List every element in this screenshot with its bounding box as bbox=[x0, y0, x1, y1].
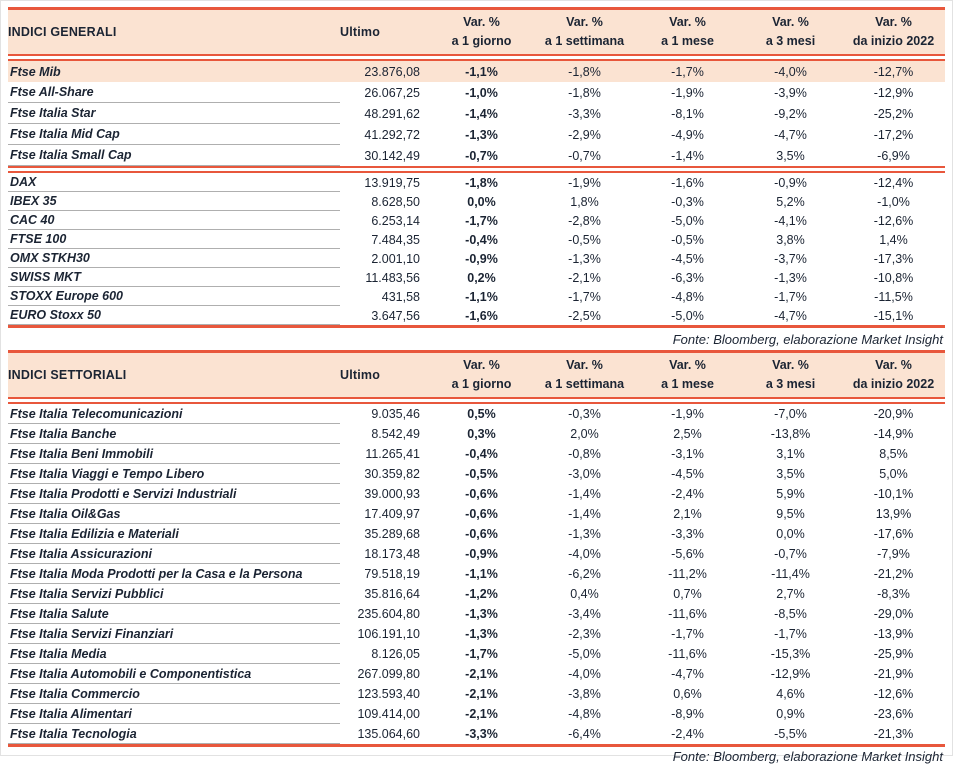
var-value: -3,7% bbox=[774, 251, 807, 266]
var-value: 1,4% bbox=[879, 232, 908, 247]
ultimo-value: 6.253,14 bbox=[371, 213, 420, 228]
var-value: 0,7% bbox=[673, 587, 702, 601]
var-value: -5,0% bbox=[568, 647, 601, 661]
var-col-header bbox=[430, 13, 533, 51]
general-indices-table bbox=[8, 7, 945, 328]
var-col-header bbox=[842, 356, 945, 394]
var-value: -5,0% bbox=[671, 213, 704, 228]
var-value: -0,9% bbox=[465, 547, 498, 561]
index-name: Ftse Italia Servizi Finanziari bbox=[8, 624, 340, 644]
var-value: -10,8% bbox=[873, 270, 914, 285]
var-value: -0,4% bbox=[465, 232, 498, 247]
var-value: 13,9% bbox=[875, 507, 912, 521]
index-name: Ftse All-Share bbox=[8, 82, 340, 103]
var-value: -1,4% bbox=[568, 507, 601, 521]
ultimo-value: 135.064,60 bbox=[357, 727, 420, 741]
var-value: -3,9% bbox=[774, 85, 807, 100]
index-name: Ftse Italia Salute bbox=[8, 604, 340, 624]
var-value: -0,5% bbox=[671, 232, 704, 247]
var-value: -0,7% bbox=[465, 148, 498, 163]
var-col-header-line1: Var. % bbox=[463, 358, 500, 372]
var-value: 3,5% bbox=[776, 467, 805, 481]
var-value: -5,0% bbox=[671, 308, 704, 323]
var-value: -21,3% bbox=[873, 727, 914, 741]
var-value: -7,0% bbox=[774, 407, 807, 421]
ultimo-value: 8.542,49 bbox=[371, 427, 420, 441]
ultimo-value: 235.604,80 bbox=[357, 607, 420, 621]
index-name: Ftse Italia Banche bbox=[8, 424, 340, 444]
var-value: -1,3% bbox=[465, 607, 498, 621]
index-name: CAC 40 bbox=[8, 211, 340, 230]
index-name: SWISS MKT bbox=[8, 268, 340, 287]
var-value: -1,3% bbox=[568, 527, 601, 541]
header-separator-rule bbox=[8, 54, 945, 61]
index-row bbox=[8, 484, 945, 504]
var-value: -1,2% bbox=[465, 587, 498, 601]
index-row bbox=[8, 504, 945, 524]
var-col-header-line1: Var. % bbox=[875, 15, 912, 29]
index-name: Ftse Italia Commercio bbox=[8, 684, 340, 704]
var-value: -1,9% bbox=[671, 407, 704, 421]
var-value: 5,0% bbox=[879, 467, 908, 481]
var-value: -4,7% bbox=[774, 127, 807, 142]
ultimo-value: 18.173,48 bbox=[364, 547, 420, 561]
var-value: -3,3% bbox=[568, 106, 601, 121]
var-col-header-line1: Var. % bbox=[772, 15, 809, 29]
var-col-header-line2: a 1 mese bbox=[661, 377, 714, 391]
var-value: -11,2% bbox=[668, 567, 707, 581]
var-value: -6,9% bbox=[877, 148, 910, 163]
var-col-header-line1: Var. % bbox=[875, 358, 912, 372]
var-value: -1,7% bbox=[568, 289, 601, 304]
var-value: -4,1% bbox=[774, 213, 807, 228]
var-value: -1,4% bbox=[465, 106, 498, 121]
var-value: -13,9% bbox=[873, 627, 914, 641]
var-value: 3,1% bbox=[776, 447, 805, 461]
index-name: Ftse Italia Star bbox=[8, 103, 340, 124]
var-col-header-line2: a 1 settimana bbox=[544, 34, 625, 48]
var-value: -13,8% bbox=[770, 427, 811, 441]
index-name: Ftse Italia Automobili e Componentistica bbox=[8, 664, 340, 684]
var-value: -0,4% bbox=[465, 447, 498, 461]
var-value: -15,1% bbox=[873, 308, 914, 323]
index-row bbox=[8, 173, 945, 192]
var-col-header-line2: da inizio 2022 bbox=[852, 34, 935, 48]
ultimo-value: 9.035,46 bbox=[371, 407, 420, 421]
var-value: -1,8% bbox=[465, 175, 498, 190]
var-value: -17,6% bbox=[873, 527, 914, 541]
var-value: -0,9% bbox=[774, 175, 807, 190]
var-value: 0,4% bbox=[570, 587, 599, 601]
ultimo-value: 267.099,80 bbox=[357, 667, 420, 681]
ultimo-value: 11.483,56 bbox=[365, 270, 420, 285]
var-value: -4,5% bbox=[671, 251, 704, 266]
var-value: 2,0% bbox=[570, 427, 599, 441]
var-value: -0,3% bbox=[568, 407, 601, 421]
var-value: -0,7% bbox=[568, 148, 601, 163]
var-value: -10,1% bbox=[873, 487, 914, 501]
var-value: 8,5% bbox=[879, 447, 908, 461]
ultimo-value: 8.628,50 bbox=[371, 194, 420, 209]
var-value: -21,2% bbox=[873, 567, 914, 581]
var-value: -4,8% bbox=[568, 707, 601, 721]
col-header-ultimo: Ultimo bbox=[340, 25, 381, 39]
ultimo-value: 2.001,10 bbox=[371, 251, 420, 266]
index-name: Ftse Italia Tecnologia bbox=[8, 724, 340, 744]
index-name: Ftse Italia Servizi Pubblici bbox=[8, 584, 340, 604]
var-value: -3,8% bbox=[568, 687, 601, 701]
table-title: INDICI SETTORIALI bbox=[8, 368, 127, 382]
var-col-header-line2: a 1 settimana bbox=[544, 377, 625, 391]
var-value: -12,9% bbox=[770, 667, 811, 681]
var-value: -1,0% bbox=[465, 85, 498, 100]
var-value: -2,1% bbox=[465, 667, 498, 681]
ultimo-value: 35.289,68 bbox=[364, 527, 420, 541]
source-note: Fonte: Bloomberg, elaborazione Market Insight bbox=[672, 331, 943, 347]
var-value: -4,9% bbox=[671, 127, 704, 142]
var-value: 2,5% bbox=[673, 427, 702, 441]
header-separator-rule bbox=[8, 397, 945, 404]
index-row bbox=[8, 249, 945, 268]
var-value: 0,9% bbox=[776, 707, 805, 721]
ultimo-value: 48.291,62 bbox=[364, 106, 420, 121]
var-value: -1,7% bbox=[671, 64, 704, 79]
var-value: -1,3% bbox=[465, 627, 498, 641]
index-row bbox=[8, 404, 945, 424]
var-value: -4,7% bbox=[774, 308, 807, 323]
ultimo-value: 106.191,10 bbox=[357, 627, 420, 641]
var-value: -12,6% bbox=[873, 213, 914, 228]
var-value: -1,8% bbox=[568, 64, 601, 79]
var-value: -0,5% bbox=[568, 232, 601, 247]
var-value: 9,5% bbox=[776, 507, 805, 521]
var-col-header bbox=[739, 13, 842, 51]
var-value: -4,0% bbox=[568, 547, 601, 561]
index-name: Ftse Mib bbox=[10, 64, 61, 79]
ultimo-value: 431,58 bbox=[381, 289, 420, 304]
var-value: -23,6% bbox=[873, 707, 914, 721]
index-name: Ftse Italia Alimentari bbox=[8, 704, 340, 724]
var-col-header-line2: a 3 mesi bbox=[765, 34, 816, 48]
var-value: -1,1% bbox=[465, 64, 498, 79]
var-value: 5,9% bbox=[776, 487, 805, 501]
var-value: -20,9% bbox=[873, 407, 914, 421]
var-value: 0,2% bbox=[467, 270, 496, 285]
index-name: Ftse Italia Mid Cap bbox=[8, 124, 340, 145]
var-value: -0,9% bbox=[465, 251, 498, 266]
index-name: IBEX 35 bbox=[8, 192, 340, 211]
ultimo-value: 35.816,64 bbox=[364, 587, 420, 601]
ultimo-value: 7.484,35 bbox=[371, 232, 420, 247]
var-col-header bbox=[636, 356, 739, 394]
index-row bbox=[8, 524, 945, 544]
var-value: 0,5% bbox=[467, 407, 496, 421]
var-value: -1,7% bbox=[465, 647, 498, 661]
var-value: -2,4% bbox=[671, 487, 704, 501]
index-row bbox=[8, 145, 945, 166]
index-name: FTSE 100 bbox=[8, 230, 340, 249]
index-row bbox=[8, 684, 945, 704]
index-name: EURO Stoxx 50 bbox=[8, 306, 340, 325]
var-value: 2,1% bbox=[673, 507, 702, 521]
var-col-header-line1: Var. % bbox=[566, 358, 603, 372]
ultimo-value: 26.067,25 bbox=[364, 85, 420, 100]
var-value: -14,9% bbox=[873, 427, 914, 441]
var-value: -5,6% bbox=[671, 547, 704, 561]
index-row bbox=[8, 61, 945, 82]
index-row bbox=[8, 124, 945, 145]
var-value: -9,2% bbox=[774, 106, 807, 121]
index-name: Ftse Italia Small Cap bbox=[8, 145, 340, 166]
index-row bbox=[8, 82, 945, 103]
var-value: -1,3% bbox=[774, 270, 807, 285]
col-header-ultimo: Ultimo bbox=[340, 368, 381, 382]
table-header-row bbox=[8, 10, 945, 54]
var-value: -1,9% bbox=[568, 175, 601, 190]
ultimo-value: 30.142,49 bbox=[364, 148, 420, 163]
ultimo-value: 79.518,19 bbox=[364, 567, 420, 581]
var-value: -17,3% bbox=[873, 251, 914, 266]
var-value: 1,8% bbox=[570, 194, 599, 209]
var-value: -8,5% bbox=[774, 607, 807, 621]
var-col-header bbox=[739, 356, 842, 394]
index-row bbox=[8, 544, 945, 564]
var-value: -1,4% bbox=[568, 487, 601, 501]
var-value: -3,3% bbox=[465, 727, 498, 741]
var-value: -5,5% bbox=[774, 727, 807, 741]
var-value: -2,1% bbox=[465, 707, 498, 721]
var-value: -0,7% bbox=[774, 547, 807, 561]
var-value: -15,3% bbox=[770, 647, 811, 661]
var-col-header bbox=[533, 13, 636, 51]
ultimo-value: 13.919,75 bbox=[364, 175, 420, 190]
index-name: Ftse Italia Moda Prodotti per la Casa e la Persona bbox=[8, 564, 340, 584]
var-value: -3,4% bbox=[568, 607, 601, 621]
index-row bbox=[8, 268, 945, 287]
index-row bbox=[8, 306, 945, 325]
var-col-header-line2: a 1 mese bbox=[661, 34, 714, 48]
var-value: -4,0% bbox=[774, 64, 807, 79]
index-name: Ftse Italia Assicurazioni bbox=[8, 544, 340, 564]
index-row bbox=[8, 192, 945, 211]
var-value: 0,0% bbox=[776, 527, 805, 541]
var-value: -4,5% bbox=[671, 467, 704, 481]
var-value: -2,3% bbox=[568, 627, 601, 641]
var-value: -4,8% bbox=[671, 289, 704, 304]
var-value: -1,6% bbox=[671, 175, 704, 190]
ultimo-value: 123.593,40 bbox=[357, 687, 420, 701]
var-col-header-line2: a 1 giorno bbox=[451, 34, 512, 48]
var-value: -8,1% bbox=[671, 106, 704, 121]
var-value: -1,7% bbox=[671, 627, 704, 641]
var-value: -3,1% bbox=[671, 447, 704, 461]
var-value: 3,5% bbox=[776, 148, 805, 163]
var-value: -11,6% bbox=[668, 607, 707, 621]
var-value: -12,6% bbox=[873, 687, 914, 701]
ultimo-value: 109.414,00 bbox=[357, 707, 420, 721]
var-value: -0,6% bbox=[465, 487, 498, 501]
var-col-header-line1: Var. % bbox=[463, 15, 500, 29]
var-value: -6,4% bbox=[568, 727, 601, 741]
var-value: -3,3% bbox=[671, 527, 704, 541]
var-col-header bbox=[430, 356, 533, 394]
var-value: -0,5% bbox=[465, 467, 498, 481]
var-value: -11,5% bbox=[874, 289, 913, 304]
var-col-header bbox=[842, 13, 945, 51]
index-name: DAX bbox=[8, 173, 340, 192]
var-value: -12,7% bbox=[873, 64, 914, 79]
var-value: -0,6% bbox=[465, 507, 498, 521]
var-value: -1,3% bbox=[465, 127, 498, 142]
row-group bbox=[8, 173, 945, 325]
index-row bbox=[8, 230, 945, 249]
index-row bbox=[8, 624, 945, 644]
index-row bbox=[8, 664, 945, 684]
var-value: 5,2% bbox=[776, 194, 805, 209]
var-value: -1,7% bbox=[774, 289, 807, 304]
var-value: -6,2% bbox=[568, 567, 601, 581]
index-row bbox=[8, 564, 945, 584]
var-value: 0,3% bbox=[467, 427, 496, 441]
ultimo-value: 23.876,08 bbox=[364, 64, 420, 79]
var-value: -1,7% bbox=[465, 213, 498, 228]
var-value: -25,2% bbox=[873, 106, 914, 121]
index-row bbox=[8, 424, 945, 444]
var-value: -8,3% bbox=[877, 587, 910, 601]
var-value: -21,9% bbox=[873, 667, 914, 681]
var-value: -17,2% bbox=[873, 127, 914, 142]
var-value: -2,1% bbox=[568, 270, 601, 285]
index-row bbox=[8, 287, 945, 306]
var-value: -4,7% bbox=[671, 667, 704, 681]
var-value: -1,8% bbox=[568, 85, 601, 100]
var-col-header bbox=[636, 13, 739, 51]
index-row bbox=[8, 584, 945, 604]
index-name: STOXX Europe 600 bbox=[8, 287, 340, 306]
var-value: 2,7% bbox=[776, 587, 805, 601]
var-col-header-line1: Var. % bbox=[669, 358, 706, 372]
index-row bbox=[8, 704, 945, 724]
var-col-header-line2: da inizio 2022 bbox=[852, 377, 935, 391]
var-col-header-line1: Var. % bbox=[772, 358, 809, 372]
index-name: Ftse Italia Media bbox=[8, 644, 340, 664]
ultimo-value: 17.409,97 bbox=[364, 507, 420, 521]
var-value: -12,9% bbox=[873, 85, 914, 100]
var-value: -8,9% bbox=[671, 707, 704, 721]
var-value: -1,6% bbox=[465, 308, 498, 323]
var-value: -7,9% bbox=[877, 547, 910, 561]
var-value: -1,1% bbox=[465, 567, 498, 581]
var-value: -11,6% bbox=[668, 647, 707, 661]
var-value: -11,4% bbox=[771, 567, 810, 581]
var-value: -29,0% bbox=[873, 607, 914, 621]
row-group bbox=[8, 404, 945, 744]
var-value: -0,3% bbox=[671, 194, 704, 209]
index-name: Ftse Italia Beni Immobili bbox=[8, 444, 340, 464]
index-row bbox=[8, 103, 945, 124]
row-group bbox=[8, 61, 945, 166]
var-value: -2,8% bbox=[568, 213, 601, 228]
table-header-row bbox=[8, 353, 945, 397]
source-note: Fonte: Bloomberg, elaborazione Market Insight bbox=[672, 749, 943, 764]
index-name: Ftse Italia Edilizia e Materiali bbox=[8, 524, 340, 544]
sector-indices-table bbox=[8, 350, 945, 747]
var-value: -1,1% bbox=[465, 289, 498, 304]
index-name: Ftse Italia Viaggi e Tempo Libero bbox=[8, 464, 340, 484]
var-value: -0,6% bbox=[465, 527, 498, 541]
var-value: -1,4% bbox=[671, 148, 704, 163]
var-value: -3,0% bbox=[568, 467, 601, 481]
var-value: -2,1% bbox=[465, 687, 498, 701]
var-value: -12,4% bbox=[873, 175, 914, 190]
ultimo-value: 30.359,82 bbox=[364, 467, 420, 481]
var-value: -2,5% bbox=[568, 308, 601, 323]
var-value: -2,9% bbox=[568, 127, 601, 142]
var-col-header-line2: a 3 mesi bbox=[765, 377, 816, 391]
group-separator-rule bbox=[8, 166, 945, 173]
index-name: OMX STKH30 bbox=[8, 249, 340, 268]
var-value: 3,8% bbox=[776, 232, 805, 247]
var-col-header-line1: Var. % bbox=[669, 15, 706, 29]
var-value: -1,3% bbox=[568, 251, 601, 266]
index-row bbox=[8, 211, 945, 230]
var-col-header bbox=[533, 356, 636, 394]
index-row bbox=[8, 464, 945, 484]
var-value: 4,6% bbox=[776, 687, 805, 701]
var-value: -6,3% bbox=[671, 270, 704, 285]
index-name: Ftse Italia Oil&Gas bbox=[8, 504, 340, 524]
ultimo-value: 41.292,72 bbox=[364, 127, 420, 142]
var-col-header-line2: a 1 giorno bbox=[451, 377, 512, 391]
index-row bbox=[8, 604, 945, 624]
index-row bbox=[8, 724, 945, 744]
var-value: 0,0% bbox=[467, 194, 496, 209]
index-name: Ftse Italia Prodotti e Servizi Industriali bbox=[8, 484, 340, 504]
var-value: -2,4% bbox=[671, 727, 704, 741]
var-value: -1,9% bbox=[671, 85, 704, 100]
ultimo-value: 8.126,05 bbox=[371, 647, 420, 661]
var-value: -1,7% bbox=[774, 627, 807, 641]
var-value: -4,0% bbox=[568, 667, 601, 681]
ultimo-value: 11.265,41 bbox=[365, 447, 420, 461]
var-value: -0,8% bbox=[568, 447, 601, 461]
var-value: -1,0% bbox=[877, 194, 910, 209]
index-name: Ftse Italia Telecomunicazioni bbox=[8, 404, 340, 424]
ultimo-value: 39.000,93 bbox=[364, 487, 420, 501]
index-row bbox=[8, 444, 945, 464]
var-col-header-line1: Var. % bbox=[566, 15, 603, 29]
index-row bbox=[8, 644, 945, 664]
table-title: INDICI GENERALI bbox=[8, 25, 117, 39]
var-value: 0,6% bbox=[673, 687, 702, 701]
ultimo-value: 3.647,56 bbox=[371, 308, 420, 323]
var-value: -25,9% bbox=[873, 647, 914, 661]
